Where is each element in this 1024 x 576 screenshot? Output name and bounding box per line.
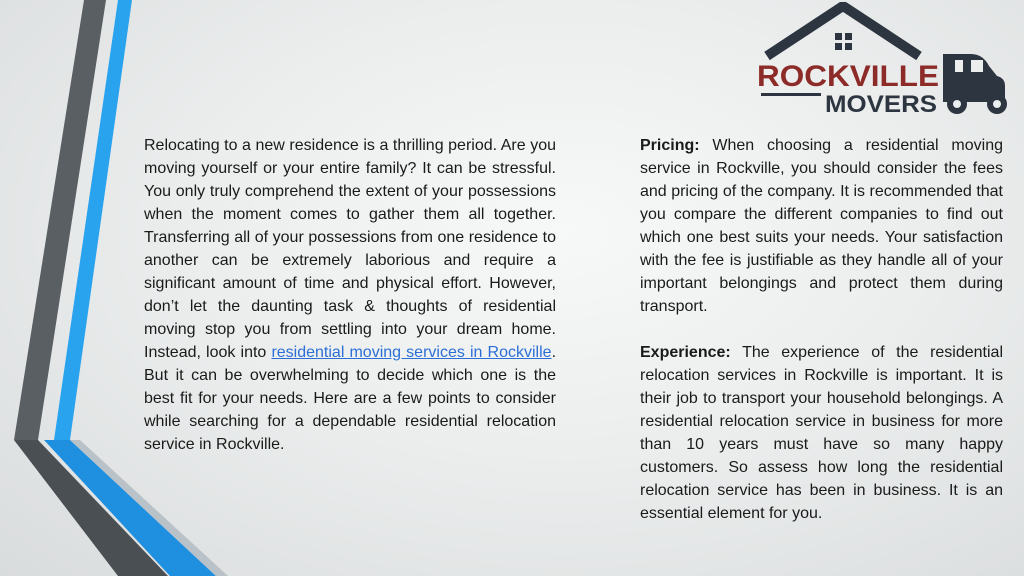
experience-label: Experience:: [640, 344, 731, 361]
intro-paragraph: [144, 134, 556, 456]
rockville-movers-logo: [757, 2, 1023, 120]
logo-divider: [761, 93, 821, 96]
experience-paragraph: [640, 341, 1003, 525]
logo-line1: ROCKVILLE: [757, 60, 939, 93]
intro-text-end: . But it can be overwhelming to decide which one is the best fit for your needs. Here are a few points to consider while searching for a dependable residential relocation service in Rockville.: [144, 344, 557, 453]
truck-icon: [943, 54, 1007, 114]
residential-moving-services-link[interactable]: residential moving services in Rockville: [271, 344, 552, 361]
pricing-label: Pricing:: [640, 137, 700, 154]
pricing-text: When choosing a residential moving service in Rockville, you should consider the fees and pricing of the company. It is recommended that you compare the different companies to find out which one best suits your needs. Your satisfaction with the fee is justifiable as they handle all of your important belongings and protect them during transport.: [640, 137, 1003, 315]
points-column: [640, 134, 1003, 525]
intro-text-start: Relocating to a new residence is a thrilling period. Are you moving yourself or your entire family? It can be stressful. You only truly comprehend the extent of your possessions when the moment comes to gather them all together. Transferring all of your possessions from one residence to another can be extremely laborious and require a significant amount of time and physical effort. However, don’t let the daunting task & thoughts of residential moving stop you from settling into your dream home. Instead, look into: [144, 137, 556, 361]
experience-text: The experience of the residential relocation services in Rockville is important. It is their job to transport your household belongings. A residential relocation service in business for more than 10 years must have so many happy customers. So assess how long the residential relocation service has been in business. It is an essential element for you.: [640, 344, 1003, 522]
intro-column: [144, 134, 556, 456]
pricing-paragraph: [640, 134, 1003, 318]
window-icon: [835, 33, 852, 50]
logo-line2: MOVERS: [825, 91, 937, 118]
roof-icon: [767, 6, 919, 56]
